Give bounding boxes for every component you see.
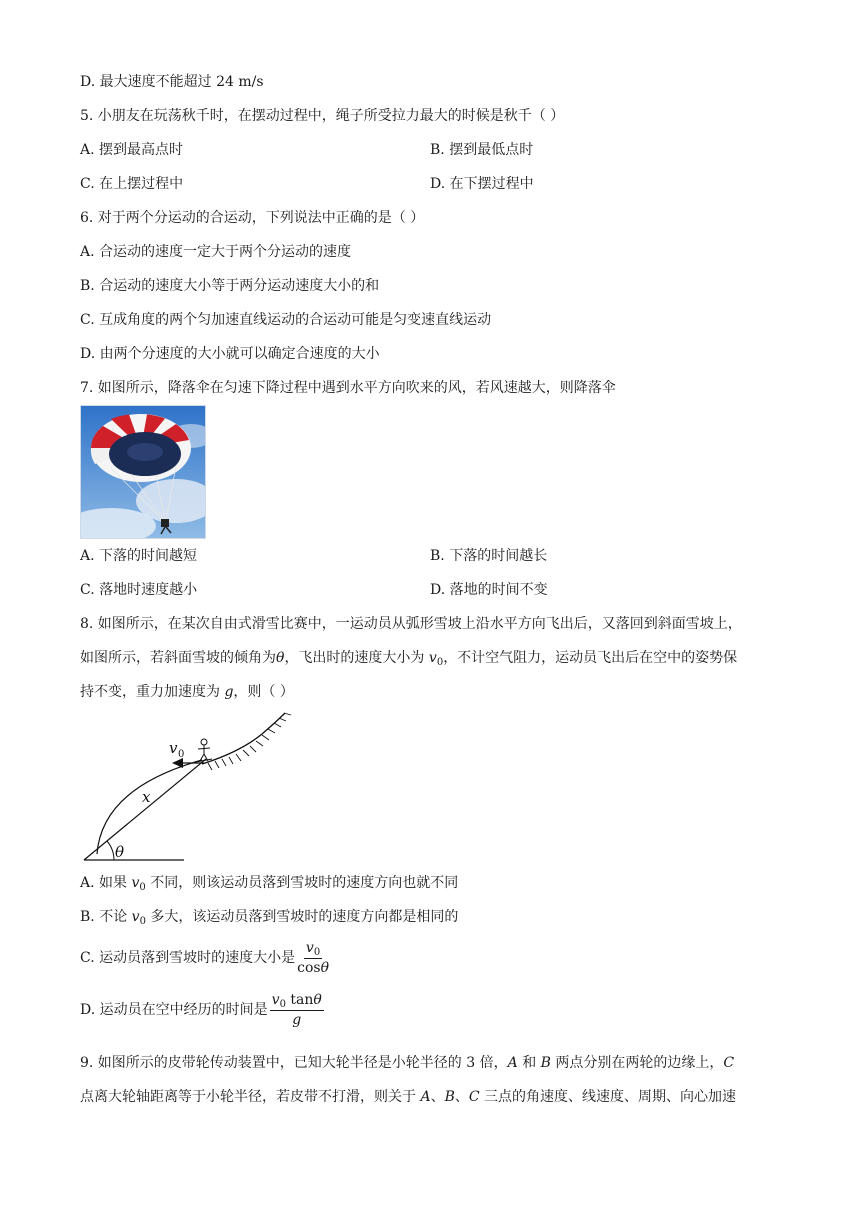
- q5-option-b: B. 摆到最低点时: [430, 142, 534, 158]
- q8-stem-line2: 如图所示，若斜面雪坡的倾角为θ，飞出时的速度大小为 $v_0$，不计空气阻力，运动员飞出后在空中的姿势保: [80, 650, 738, 668]
- trajectory-curve: [97, 760, 202, 854]
- hill-surface: [202, 713, 285, 764]
- label-v0-subscript: 0: [178, 749, 185, 760]
- parachute-photo: [80, 405, 206, 539]
- q5-option-d: D. 在下摆过程中: [430, 176, 534, 192]
- q6-stem: 6. 对于两个分运动的合运动，下列说法中正确的是（ ）: [80, 210, 425, 226]
- q8-stem-line3: 持不变，重力加速度为 g，则（ ）: [80, 684, 294, 700]
- q5-stem: 5. 小朋友在玩荡秋千时，在摆动过程中，绳子所受拉力最大的时候是秋千（ ）: [80, 108, 565, 124]
- q7-stem: 7. 如图所示，降落伞在匀速下降过程中遇到水平方向吹来的风，若风速越大，则降落伞: [80, 380, 616, 396]
- label-x: x: [142, 788, 151, 806]
- q5-option-a: A. 摆到最高点时: [80, 142, 184, 158]
- q8-option-d: D. 运动员在空中经历的时间是 $\frac{v_0 \tan\theta}{g}$: [80, 991, 322, 1028]
- q4-option-d: D. 最大速度不能超过 24 m/s: [80, 74, 264, 90]
- slope-line: [84, 759, 206, 860]
- ski-jump-diagram: [80, 708, 300, 866]
- skier-figure: [196, 739, 212, 762]
- q5-option-c: C. 在上摆过程中: [80, 176, 184, 192]
- q8-stem-line1: 8. 如图所示，在某次自由式滑雪比赛中，一运动员从弧形雪坡上沿水平方向飞出后，又落回到斜面雪坡上，: [80, 616, 742, 632]
- angle-arc: [107, 841, 114, 860]
- parachute-canopy: [91, 414, 191, 482]
- q8-option-a: A. 如果 $v_0$ 不同，则该运动员落到雪坡时的速度方向也就不同: [80, 875, 459, 893]
- q6-option-c: C. 互成角度的两个匀加速直线运动的合运动可能是匀变速直线运动: [80, 312, 492, 328]
- q6-option-a: A. 合运动的速度一定大于两个分运动的速度: [80, 244, 352, 260]
- q6-option-d: D. 由两个分速度的大小就可以确定合速度的大小: [80, 346, 380, 362]
- q8-option-b: B. 不论 $v_0$ 多大，该运动员落到雪坡时的速度方向都是相同的: [80, 909, 459, 927]
- label-theta: θ: [115, 843, 125, 861]
- fraction-v0-over-cos: $\frac{v_0}{\cos\theta}$: [297, 939, 330, 976]
- q8-option-c: C. 运动员落到雪坡时的速度大小是 $\frac{v_0}{\cos\theta}$: [80, 939, 330, 976]
- q6-option-b: B. 合运动的速度大小等于两分运动速度大小的和: [80, 278, 380, 294]
- fraction-v0tan-over-g: $\frac{v_0 \tan\theta}{g}$: [271, 991, 322, 1028]
- q9-line1: 9. 如图所示的皮带轮传动装置中，已知大轮半径是小轮半径的 3 倍，A 和 B 两点分别在两轮的边缘上，C: [80, 1055, 735, 1071]
- q9-line2: 点离大轮轴距离等于小轮半径，若皮带不打滑，则关于 A、B、C 三点的角速度、线速度、周期、向心加速: [80, 1089, 737, 1105]
- q7-option-b: B. 下落的时间越长: [430, 548, 548, 564]
- q7-option-c: C. 落地时速度越小: [80, 582, 198, 598]
- q7-option-a: A. 下落的时间越短: [80, 548, 198, 564]
- hill-hatching: [208, 713, 291, 770]
- q7-option-d: D. 落地的时间不变: [430, 582, 548, 598]
- label-v0: v: [169, 739, 178, 757]
